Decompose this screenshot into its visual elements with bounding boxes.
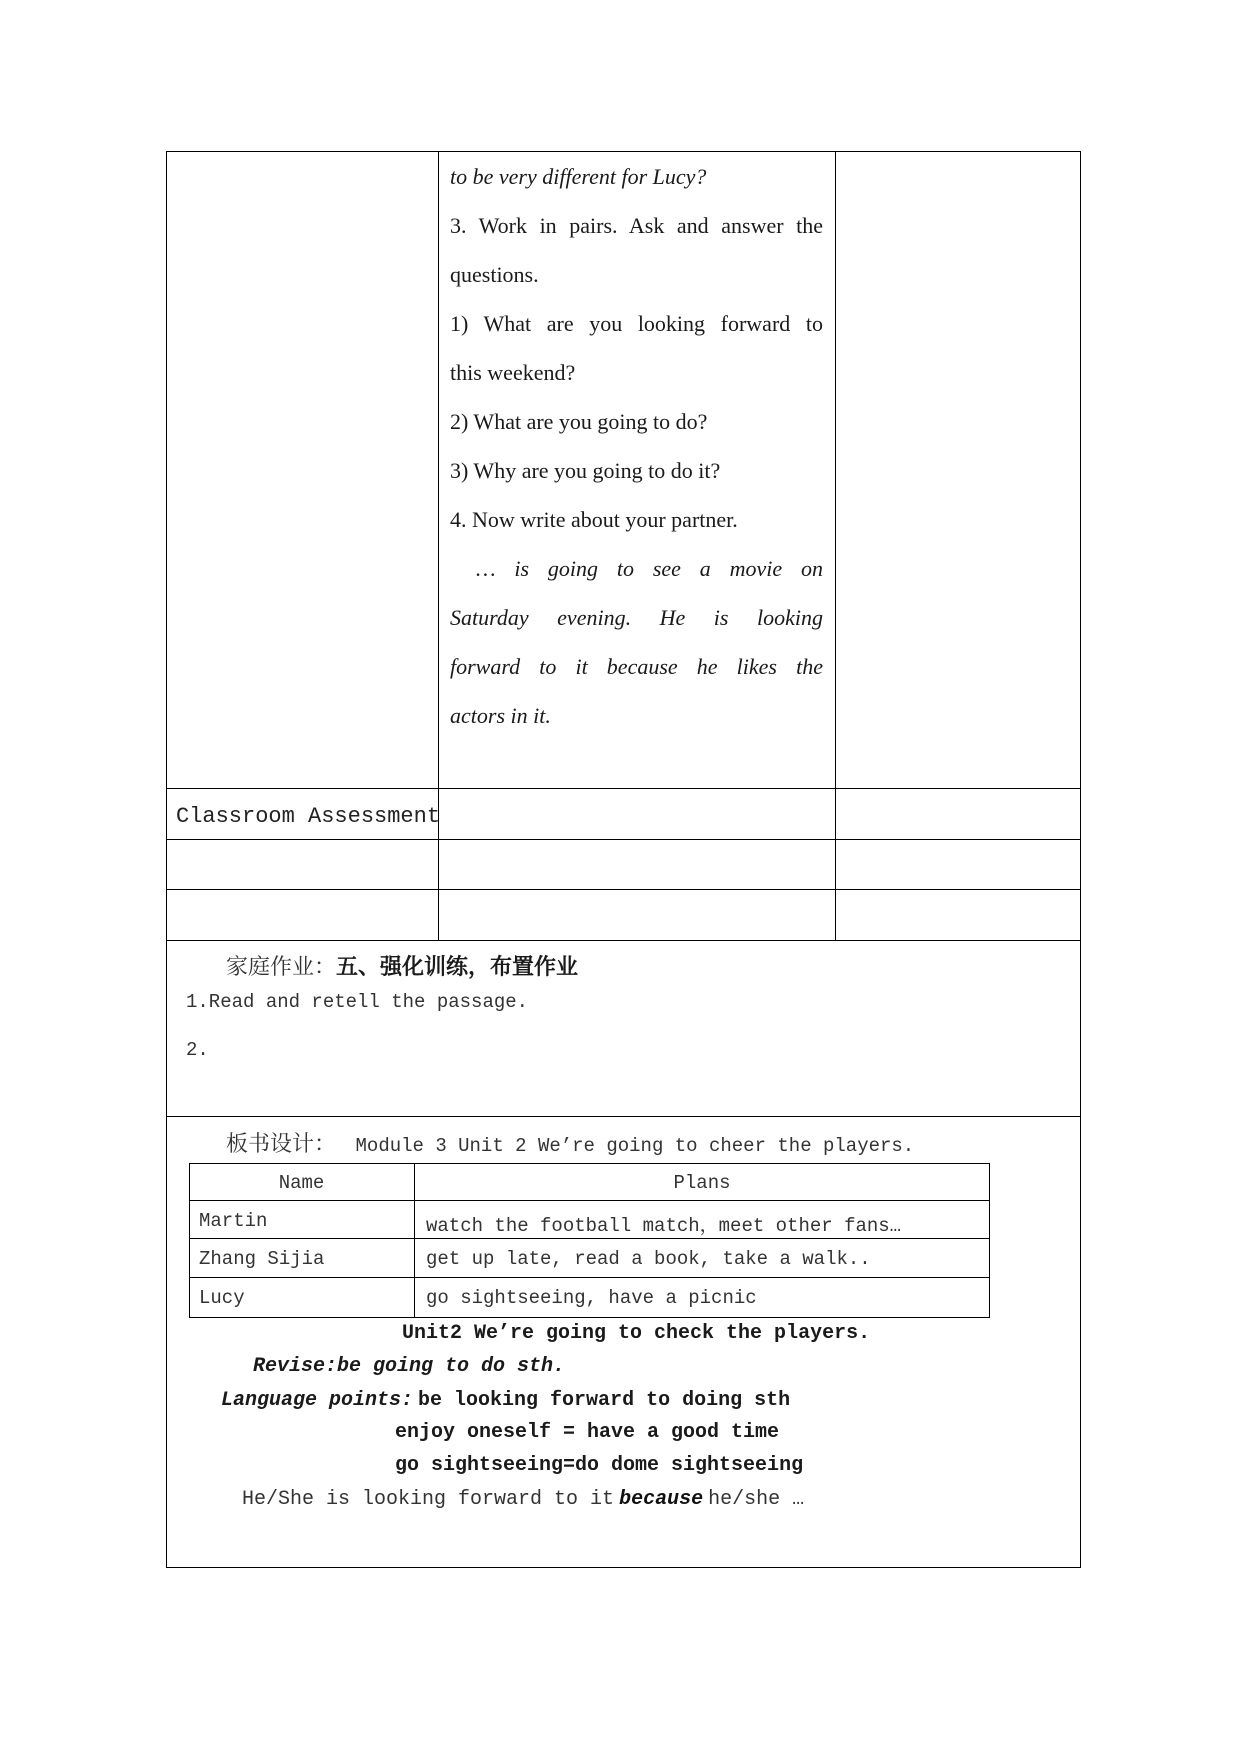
language-point-2: enjoy oneself = have a good time — [395, 1421, 780, 1444]
question-continuation: to be very different for Lucy? — [450, 164, 707, 189]
homework-heading — [226, 950, 578, 981]
row-2-name: Zhang Sijia — [199, 1248, 325, 1270]
language-points — [221, 1388, 790, 1412]
example-line-4: actors in it. — [450, 703, 551, 728]
example-line-3: forward to it because he likes the — [450, 654, 823, 679]
homework-label: 家庭作业： — [226, 955, 337, 980]
board-heading — [226, 1127, 914, 1158]
row-divider — [166, 788, 1081, 789]
pattern-because: because — [619, 1488, 704, 1511]
row-3-plans: go sightseeing, have a picnic — [426, 1287, 757, 1309]
question-1: 1) What are you looking forward to — [450, 311, 823, 336]
plans-table-row-line — [189, 1200, 990, 1201]
row-divider — [166, 889, 1081, 890]
plans-table-row-line — [189, 1277, 990, 1278]
pattern-part-a: He/She is looking forward to it — [242, 1488, 615, 1511]
revise-note: Revise:be going to do sth. — [253, 1355, 566, 1378]
classroom-assessment-label: Classroom Assessment — [176, 804, 441, 829]
row-divider — [166, 839, 1081, 840]
header-plans: Plans — [673, 1172, 731, 1194]
row-divider — [166, 1116, 1081, 1117]
example-line-1: … is going to see a movie on — [476, 556, 823, 581]
language-points-label: Language points: — [221, 1389, 414, 1412]
plans-table-row-line — [189, 1238, 990, 1239]
row-1-plans: watch the football match，meet other fans… — [426, 1215, 902, 1237]
example-line-2: Saturday evening. He is looking — [450, 605, 823, 630]
sentence-pattern — [242, 1487, 804, 1511]
task-3: 3. Work in pairs. Ask and answer the — [450, 213, 823, 238]
header-name: Name — [278, 1172, 325, 1194]
question-3: 3) Why are you going to do it? — [450, 458, 721, 483]
column-divider-2 — [835, 151, 836, 940]
board-label: 板书设计： — [226, 1132, 337, 1157]
language-point-3: go sightseeing=do dome sightseeing — [395, 1454, 804, 1477]
row-divider — [166, 940, 1081, 941]
task-4: 4. Now write about your partner. — [450, 507, 738, 532]
question-2: 2) What are you going to do? — [450, 409, 708, 434]
pattern-part-c: he/she … — [708, 1488, 805, 1511]
language-point-1: be looking forward to doing sth — [418, 1389, 791, 1412]
row-3-name: Lucy — [199, 1287, 245, 1309]
task-3-cont: questions. — [450, 262, 539, 287]
board-title: Module 3 Unit 2 We’re going to cheer the players. — [355, 1135, 915, 1157]
homework-item-2: 2. — [186, 1039, 209, 1061]
question-1-cont: this weekend? — [450, 360, 576, 385]
unit-title: Unit2 We’re going to check the players. — [402, 1322, 871, 1345]
row-2-plans: get up late, read a book, take a walk.. — [426, 1248, 871, 1270]
homework-title: 五、强化训练，布置作业 — [336, 955, 579, 980]
homework-item-1: 1.Read and retell the passage. — [186, 991, 529, 1013]
row-1-name: Martin — [199, 1210, 268, 1232]
